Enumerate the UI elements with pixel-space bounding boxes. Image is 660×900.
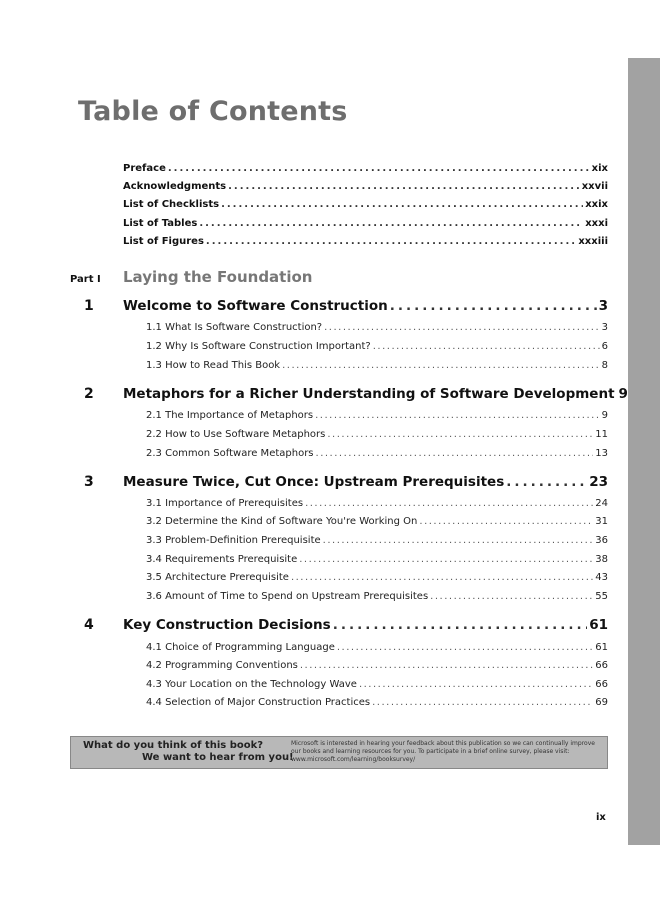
chapter-number: 1 bbox=[84, 298, 94, 314]
leader-dots bbox=[430, 591, 593, 602]
toc-section[interactable] bbox=[146, 591, 608, 602]
entry-page: xix bbox=[591, 163, 608, 174]
leader-dots bbox=[337, 642, 593, 653]
toc-chapter-3[interactable] bbox=[123, 474, 608, 490]
toc-chapter-2[interactable] bbox=[123, 386, 628, 402]
toc-section[interactable] bbox=[146, 679, 608, 690]
toc-section[interactable] bbox=[146, 642, 608, 653]
chapter-page: 3 bbox=[598, 298, 608, 314]
toc-section[interactable] bbox=[146, 410, 608, 421]
section-page: 13 bbox=[595, 448, 608, 459]
toc-section[interactable] bbox=[146, 697, 608, 708]
page-number: ix bbox=[596, 812, 606, 823]
section-page: 66 bbox=[595, 679, 608, 690]
toc-section[interactable] bbox=[146, 572, 608, 583]
section-page: 36 bbox=[595, 535, 608, 546]
chapter-title: Welcome to Software Construction bbox=[123, 298, 388, 314]
page-edge-tab bbox=[628, 58, 660, 845]
section-label: 1.1 What Is Software Construction? bbox=[146, 322, 323, 333]
leader-dots bbox=[282, 360, 600, 371]
toc-entry-preface[interactable] bbox=[123, 163, 608, 174]
section-page: 9 bbox=[601, 410, 608, 421]
chapter-title: Key Construction Decisions bbox=[123, 617, 331, 633]
leader-dots bbox=[315, 410, 600, 421]
toc-entry-tables[interactable] bbox=[123, 218, 608, 229]
section-label: 1.3 How to Read This Book bbox=[146, 360, 281, 371]
section-label: 1.2 Why Is Software Construction Important? bbox=[146, 341, 371, 352]
section-label: 3.1 Importance of Prerequisites bbox=[146, 498, 304, 509]
entry-page: xxxi bbox=[585, 218, 608, 229]
toc-section[interactable] bbox=[146, 516, 608, 527]
leader-dots bbox=[506, 474, 587, 490]
section-label: 3.4 Requirements Prerequisite bbox=[146, 554, 298, 565]
chapter-number: 2 bbox=[84, 386, 94, 402]
entry-label: List of Checklists bbox=[123, 199, 220, 210]
section-label: 2.2 How to Use Software Metaphors bbox=[146, 429, 326, 440]
leader-dots bbox=[333, 617, 588, 633]
feedback-question: What do you think of this book? bbox=[83, 740, 264, 751]
toc-section[interactable] bbox=[146, 429, 608, 440]
leader-dots bbox=[327, 429, 593, 440]
section-label: 2.3 Common Software Metaphors bbox=[146, 448, 314, 459]
chapter-page: 23 bbox=[589, 474, 608, 490]
chapter-page: 61 bbox=[589, 617, 608, 633]
feedback-subline: We want to hear from you! bbox=[142, 752, 294, 763]
leader-dots bbox=[206, 236, 576, 247]
leader-dots bbox=[199, 218, 583, 229]
entry-label: Acknowledgments bbox=[123, 181, 227, 192]
toc-section[interactable] bbox=[146, 554, 608, 565]
toc-entry-acknowledgments[interactable] bbox=[123, 181, 608, 192]
section-page: 3 bbox=[601, 322, 608, 333]
leader-dots bbox=[373, 341, 600, 352]
entry-label: Preface bbox=[123, 163, 166, 174]
section-label: 4.2 Programming Conventions bbox=[146, 660, 298, 671]
section-page: 43 bbox=[595, 572, 608, 583]
toc-entry-figures[interactable] bbox=[123, 236, 608, 247]
toc-chapter-4[interactable] bbox=[123, 617, 608, 633]
leader-dots bbox=[168, 163, 590, 174]
entry-label: List of Figures bbox=[123, 236, 204, 247]
leader-dots bbox=[299, 554, 593, 565]
leader-dots bbox=[316, 448, 594, 459]
leader-dots bbox=[228, 181, 580, 192]
toc-chapter-1[interactable] bbox=[123, 298, 608, 314]
leader-dots bbox=[372, 697, 593, 708]
part-label: Part I bbox=[70, 274, 101, 285]
page-title: Table of Contents bbox=[78, 96, 348, 127]
section-page: 24 bbox=[595, 498, 608, 509]
leader-dots bbox=[291, 572, 593, 583]
chapter-number: 4 bbox=[84, 617, 94, 633]
section-label: 4.1 Choice of Programming Language bbox=[146, 642, 335, 653]
toc-section[interactable] bbox=[146, 535, 608, 546]
chapter-page: 9 bbox=[618, 386, 628, 402]
toc-section[interactable] bbox=[146, 341, 608, 352]
leader-dots bbox=[305, 498, 593, 509]
feedback-note: Microsoft is interested in hearing your feedback about this publication so we can continually improve our books and learning resources for you. To participate in a brief online survey, please visit: www.microsoft.com/learning/booksurvey/ bbox=[291, 740, 595, 763]
toc-entry-checklists[interactable] bbox=[123, 199, 608, 210]
chapter-number: 3 bbox=[84, 474, 94, 490]
section-page: 38 bbox=[595, 554, 608, 565]
section-page: 66 bbox=[595, 660, 608, 671]
leader-dots bbox=[300, 660, 593, 671]
entry-page: xxvii bbox=[581, 181, 608, 192]
section-label: 3.2 Determine the Kind of Software You're Working On bbox=[146, 516, 418, 527]
section-label: 3.6 Amount of Time to Spend on Upstream Prerequisites bbox=[146, 591, 429, 602]
leader-dots bbox=[221, 199, 583, 210]
section-label: 4.3 Your Location on the Technology Wave bbox=[146, 679, 357, 690]
leader-dots bbox=[359, 679, 593, 690]
entry-page: xxxiii bbox=[578, 236, 608, 247]
entry-label: List of Tables bbox=[123, 218, 198, 229]
section-page: 69 bbox=[595, 697, 608, 708]
toc-section[interactable] bbox=[146, 448, 608, 459]
leader-dots bbox=[419, 516, 593, 527]
leader-dots bbox=[324, 322, 600, 333]
leader-dots bbox=[390, 298, 597, 314]
toc-section[interactable] bbox=[146, 322, 608, 333]
section-label: 3.3 Problem-Definition Prerequisite bbox=[146, 535, 321, 546]
chapter-title: Metaphors for a Richer Understanding of Software Development bbox=[123, 386, 615, 402]
toc-section[interactable] bbox=[146, 498, 608, 509]
section-page: 6 bbox=[601, 341, 608, 352]
section-label: 3.5 Architecture Prerequisite bbox=[146, 572, 289, 583]
entry-page: xxix bbox=[585, 199, 608, 210]
feedback-banner[interactable] bbox=[70, 736, 608, 769]
toc-section[interactable] bbox=[146, 360, 608, 371]
part-title: Laying the Foundation bbox=[123, 268, 313, 286]
section-page: 31 bbox=[595, 516, 608, 527]
leader-dots bbox=[323, 535, 594, 546]
section-label: 4.4 Selection of Major Construction Practices bbox=[146, 697, 371, 708]
section-page: 61 bbox=[595, 642, 608, 653]
section-page: 8 bbox=[601, 360, 608, 371]
section-label: 2.1 The Importance of Metaphors bbox=[146, 410, 314, 421]
section-page: 11 bbox=[595, 429, 608, 440]
toc-section[interactable] bbox=[146, 660, 608, 671]
section-page: 55 bbox=[595, 591, 608, 602]
chapter-title: Measure Twice, Cut Once: Upstream Prerequisites bbox=[123, 474, 505, 490]
